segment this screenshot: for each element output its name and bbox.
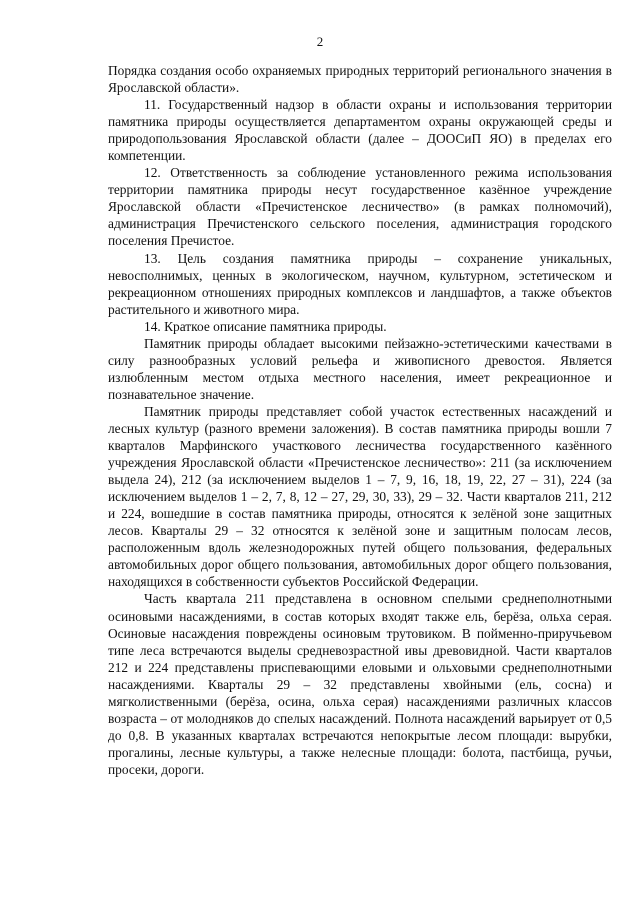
paragraph-13-purpose: 13. Цель создания памятника природы – сохранение уникальных, невосполнимых, ценных в экологическом, научном, культурном, эстетическом и рекреационном отношениях природных комплексов и ландшафтов, а также объектов растительного и животного мира.	[108, 250, 612, 317]
paragraph-12-responsibility: 12. Ответственность за соблюдение установленного режима использования территории памятника природы несут государственное казённое учреждение Ярославской области «Пречистенское лесничество» (в рамках полномочий), администрация Пречистенского сельского поселения, администрация городского поселения Пречистое.	[108, 165, 612, 249]
document-body	[108, 62, 612, 778]
paragraph-11-state-supervision: 11. Государственный надзор в области охраны и использования территории памятника природы осуществляется департаментом охраны окружающей среды и природопользования Ярославской области (далее – ДООСиП ЯО) в пределах его компетенции.	[108, 97, 612, 164]
paragraph-description-composition: Памятник природы представляет собой участок естественных насаждений и лесных культур (разного времени заложения). В состав памятника природы вошли 7 кварталов Марфинского участкового лесничества государственного казённого учреждения Ярославской области «Пречистенское лесничество»: 211 (за исключением выдела 24), 212 (за исключением выделов 1 – 7, 9, 16, 18, 19, 22, 27 – 31), 224 (за исключением выделов 1 – 2, 7, 8, 12 – 27, 29, 30, 33), 29 – 32. Части кварталов 211, 212 и 224, вошедшие в состав памятника природы, относятся к зелёной зоне защитных лесов. Кварталы 29 – 32 относятся к зелёной зоне и защитным полосам лесов, расположенным вдоль железнодорожных путей общего пользования, федеральных автомобильных дорог общего пользования, автомобильных дорог общего пользования, находящихся в собственности субъектов Российской Федерации.	[108, 403, 612, 590]
page-number: 2	[316, 34, 324, 49]
paragraph-14-heading: 14. Краткое описание памятника природы.	[144, 318, 387, 334]
paragraph-description-qualities: Памятник природы обладает высокими пейзажно-эстетическими качествами в силу разнообразных условий рельефа и живописного древостоя. Является излюбленным местом отдыха местного населения, имеет рекреационное и познавательное значение.	[108, 335, 612, 402]
paragraph-continuation: Порядка создания особо охраняемых природных территорий регионального значения в Ярославской области».	[108, 63, 612, 96]
paragraph-description-forest-stands: Часть квартала 211 представлена в основном спелыми среднеполнотными осиновыми насаждениями, в состав которых входят также ель, берёза, ольха серая. Осиновые насаждения повреждены осиновым трутовиком. В пойменно-приручьевом типе леса встречаются выделы средневозрастной ивы древовидной. Части кварталов 212 и 224 представлены приспевающими еловыми и ольховыми среднеполнотными насаждениями. Кварталы 29 – 32 представлены хвойными (ель, сосна) и мягколиственными (берёза, осина, ольха серая) насаждениями различных классов возраста – от молодняков до спелых насаждений. Полнота насаждений варьирует от 0,5 до 0,8. В указанных кварталах встречаются непокрытые лесом площади: вырубки, прогалины, лесные культуры, а также нелесные площади: болота, пастбища, ручьи, просеки, дороги.	[108, 591, 612, 777]
